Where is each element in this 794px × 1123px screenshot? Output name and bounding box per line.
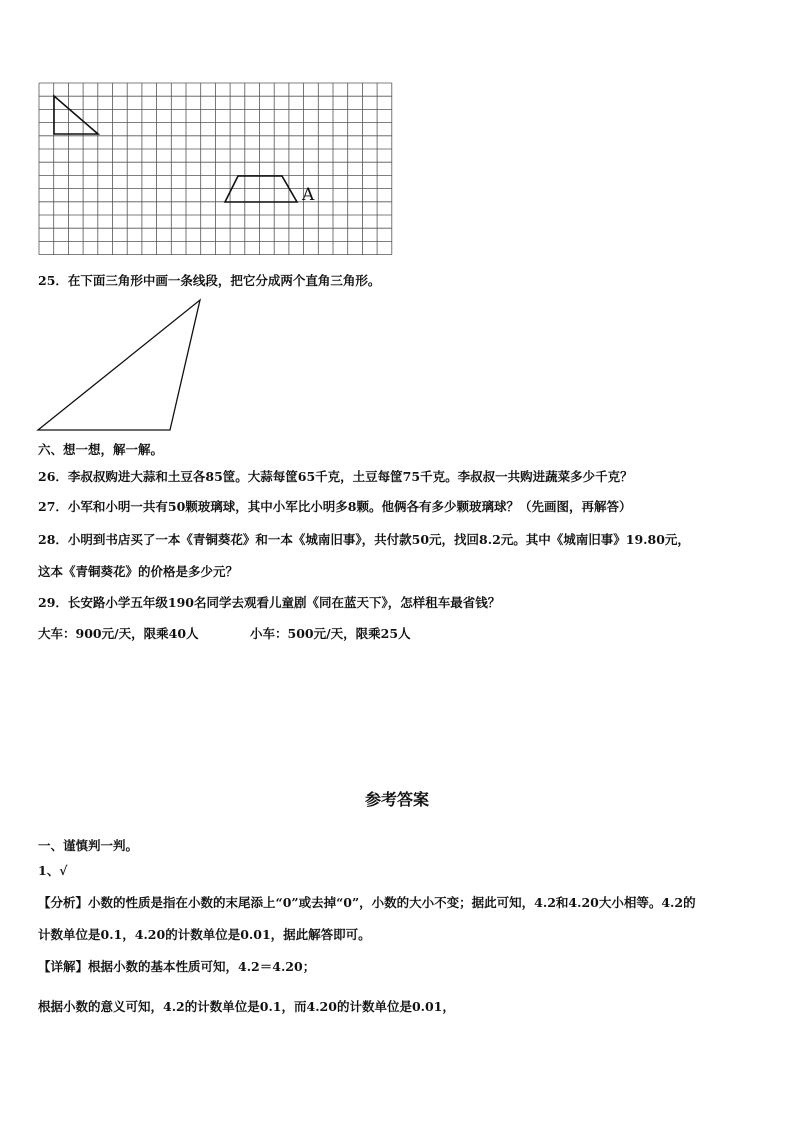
obtuse-triangle — [38, 300, 200, 430]
section-6-heading: 六、想一想，解一解。 — [38, 442, 164, 457]
grid-lines — [39, 83, 392, 255]
grid-figure — [38, 82, 398, 258]
answer-1-label: 1、√ — [38, 863, 68, 878]
answer-section-1: 一、谨慎判一判。 — [38, 838, 139, 853]
analysis-line-2: 计数单位是0.1，4.20的计数单位是0.01，据此解答即可。 — [38, 927, 371, 942]
small-bus-info: 小车：500元/天，限乘25人 — [250, 626, 411, 641]
question-28-line-1: 28．小明到书店买了一本《青铜葵花》和一本《城南旧事》，共付款50元，找回8.2元。其中《城南旧事》19.80元， — [38, 532, 690, 547]
detail-line-1: 【详解】根据小数的基本性质可知，4.2＝4.20； — [38, 959, 316, 974]
question-27: 27．小军和小明一共有50颗玻璃球，其中小军比小明多8颗。他俩各有多少颗玻璃球？（先画图，再解答） — [38, 499, 632, 514]
question-28-line-2: 这本《青铜葵花》的价格是多少元？ — [38, 564, 239, 579]
big-bus-info: 大车：900元/天，限乘40人 — [38, 626, 199, 641]
question-25: 25．在下面三角形中画一条线段，把它分成两个直角三角形。 — [38, 273, 381, 288]
detail-line-2: 根据小数的意义可知，4.2的计数单位是0.1，而4.20的计数单位是0.01， — [38, 999, 455, 1014]
question-29: 29．长安路小学五年级190名同学去观看儿童剧《同在蓝天下》，怎样租车最省钱？ — [38, 595, 501, 610]
grid-triangle — [54, 96, 98, 134]
answer-title: 参考答案 — [364, 790, 429, 809]
triangle-figure — [36, 296, 206, 432]
question-26: 26．李叔叔购进大蒜和土豆各85筐。大蒜每筐65千克，土豆每筐75千克。李叔叔一共购进蔬菜多少千克？ — [38, 469, 633, 484]
point-a-label: A — [302, 185, 315, 205]
analysis-line-1: 【分析】小数的性质是指在小数的末尾添上“0”或去掉“0”，小数的大小不变；据此可知，4.2和4.20大小相等。4.2的 — [38, 895, 696, 910]
